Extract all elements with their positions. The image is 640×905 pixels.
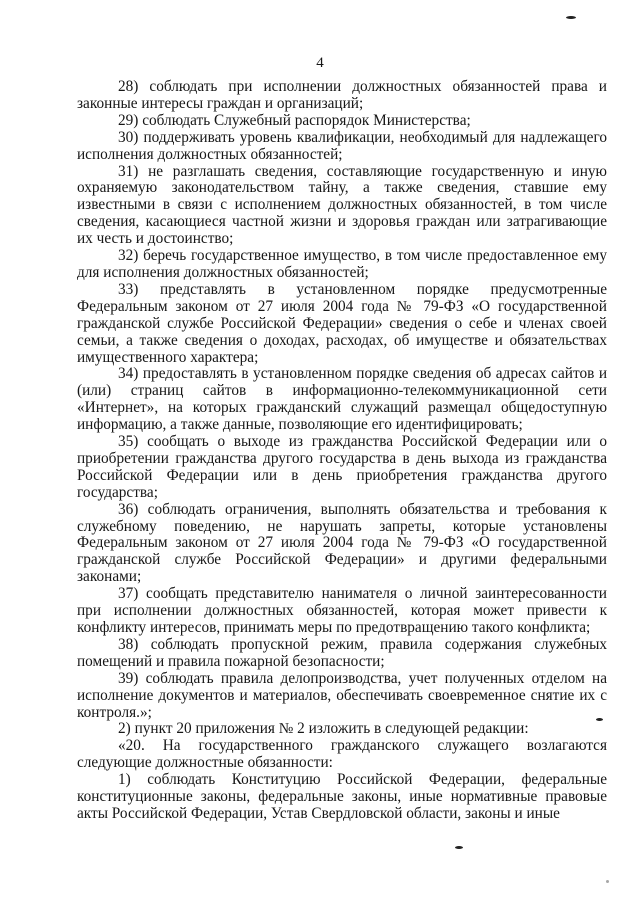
paragraph-item-32: 32) беречь государственное имущество, в том числе предоставленное ему для исполнения должностных обязанностей;	[77, 247, 607, 281]
paragraph-item-36: 36) соблюдать ограничения, выполнять обязательства и требования к служебному поведению, не нарушать запреты, которые установлены Федеральным законом от 27 июля 2004 года № 79-ФЗ «О государственной гражданской службе Российской Федерации» и другими федеральными законами;	[77, 500, 607, 586]
scan-speck	[455, 846, 463, 849]
clause-20-item-1: 1) соблюдать Конституцию Российской Федерации, федеральные конституционные законы, федеральные законы, иные нормативные правовые акты Российской Федерации, Устав Свердловской области, законы и иные	[77, 771, 607, 822]
document-body	[77, 79, 607, 823]
paragraph-item-29: 29) соблюдать Служебный распорядок Министерства;	[118, 111, 471, 129]
paragraph-item-38: 38) соблюдать пропускной режим, правила содержания служебных помещений и правила пожарной безопасности;	[77, 635, 607, 670]
page-number: 4	[316, 55, 324, 71]
scan-speck	[606, 880, 609, 883]
clause-20-heading: «20. На государственного гражданского служащего возлагаются следующие должностные обязанности:	[77, 737, 607, 772]
paragraph-item-39: 39) соблюдать правила делопроизводства, учет полученных отделом на исполнение документов и материалов, обеспечивать своевременное снятие их с контроля.»;	[77, 669, 607, 721]
amendment-clause-2: 2) пункт 20 приложения № 2 изложить в следующей редакции:	[118, 720, 529, 738]
paragraph-item-33: 33) представлять в установленном порядке предусмотренные Федеральным законом от 27 июля 2004 года № 79-ФЗ «О государственной гражданской службе Российской Федерации» сведения о себе и членах своей семьи, а также сведения о доходах, расходах, об имуществе и обязательствах имущественного характера;	[77, 280, 607, 366]
paragraph-item-31: 31) не разглашать сведения, составляющие государственную и иную охраняемую законодательством тайну, а также сведения, ставшие ему известными в связи с исполнением должностных обязанностей, в том числе сведения, касающиеся частной жизни и здоровья граждан или затрагивающие их честь и достоинство;	[77, 162, 607, 248]
paragraph-item-28: 28) соблюдать при исполнении должностных обязанностей права и законные интересы граждан и организаций;	[77, 78, 607, 112]
paragraph-item-34: 34) предоставлять в установленном порядке сведения об адресах сайтов и (или) страниц сайтов в информационно-телекоммуникационной сети «Интернет», на которых гражданский служащий размещал общедоступную информацию, а также данные, позволяющие его идентифицировать;	[77, 365, 607, 434]
scan-speck	[566, 16, 576, 19]
scan-speck	[596, 718, 603, 721]
paragraph-item-37: 37) сообщать представителю нанимателя о личной заинтересованности при исполнении должностных обязанностей, которая может привести к конфликту интересов, принимать меры по предотвращению такого конфликта;	[77, 585, 607, 636]
paragraph-item-30: 30) поддерживать уровень квалификации, необходимый для надлежащего исполнения должностных обязанностей;	[77, 128, 607, 163]
paragraph-item-35: 35) сообщать о выходе из гражданства Российской Федерации или о приобретении гражданства другого государства в день выхода из гражданства Российской Федерации или в день приобретения гражданства другого государства;	[77, 433, 607, 501]
